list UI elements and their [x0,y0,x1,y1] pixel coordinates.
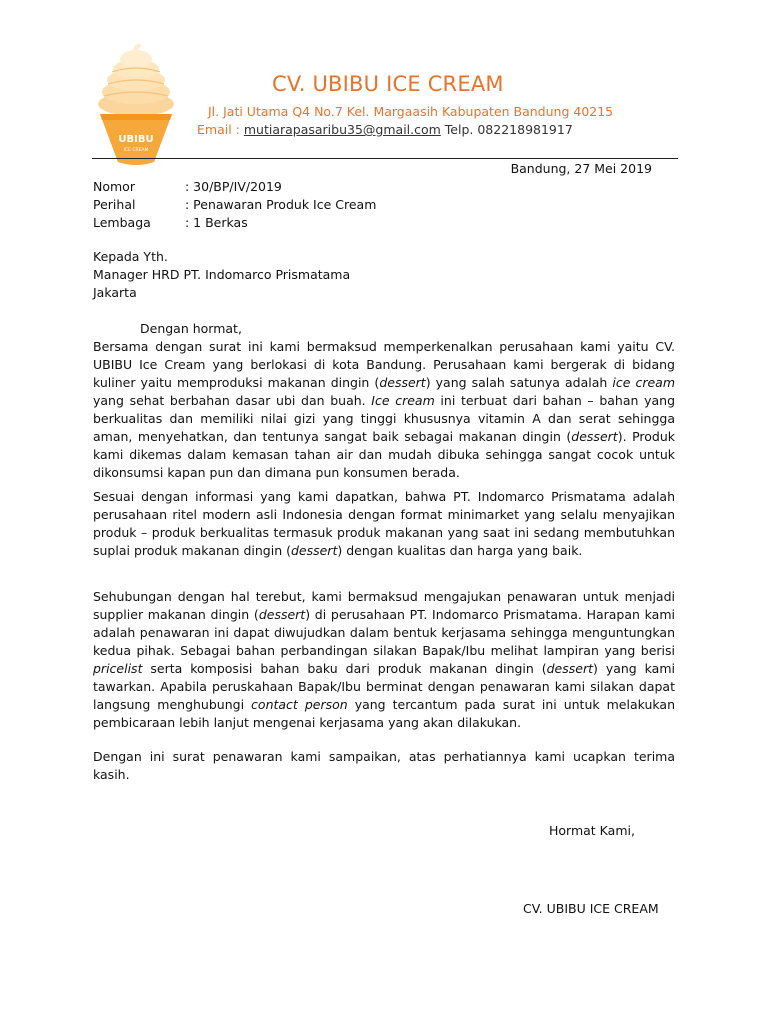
logo-subtext: ICE CREAM [123,148,149,153]
recipient-line: Manager HRD PT. Indomarco Prismatama [93,267,351,282]
italic-term: dessert [571,429,618,444]
meta-value: : 30/BP/IV/2019 [185,179,282,194]
italic-term: pricelist [93,661,143,676]
header-divider [92,158,678,159]
recipient-line: Jakarta [93,285,137,300]
text-run: ) yang kami tawarkan. Apabila peruskahaan Bapak/Ibu berminat dengan penawaran kami silakan dapat langsung menghubungi [93,661,675,712]
italic-term: Ice cream [371,393,435,408]
text-run: ) yang salah satunya adalah [425,375,613,390]
recipient-line: Kepada Yth. [93,249,168,264]
letter-date: Bandung, 27 Mei 2019 [510,161,652,176]
logo-text: UBIBU [118,134,154,145]
italic-term: contact person [251,697,348,712]
italic-term: dessert [546,661,594,676]
text-run: Sehubungan dengan hal terebut, kami bermaksud mengajukan penawaran untuk menjadi supplier makanan dingin ( [93,589,675,622]
italic-term: dessert [290,543,338,558]
text-run: Sesuai dengan informasi yang kami dapatkan, bahwa PT. Indomarco Prismatama adalah perusahaan ritel modern asli Indonesia dengan format minimarket yang selalu menyajikan produk – produk berkualitas termasuk produk makanan yang saat ini sedang membutuhkan suplai produk makanan dingin ( [93,489,675,558]
text-run: serta komposisi bahan baku dari produk makanan dingin ( [142,661,547,676]
text-run: ini terbuat dari bahan – bahan yang berkualitas dan memiliki nilai gizi yang tinggi khususnya vitamin A dan serat sehingga aman, menyehatkan, dan tentunya sangat baik sebagai makanan dingin ( [93,393,676,444]
paragraph-introduction [93,338,675,482]
paragraph-offer [93,588,675,732]
phone-number: Telp. 082218981917 [444,122,573,137]
signer-name: CV. UBIBU ICE CREAM [523,901,659,916]
meta-label: Lembaga [93,215,151,230]
recipient-block [93,248,350,302]
letter-meta [93,178,376,232]
closing-greeting: Hormat Kami, [549,823,635,838]
meta-label: Perihal [93,197,136,212]
meta-value: : 1 Berkas [185,215,248,230]
company-name: CV. UBIBU ICE CREAM [272,72,504,96]
email-link[interactable]: mutiarapasaribu35@gmail.com [243,122,441,137]
paragraph-closing: Dengan ini surat penawaran kami sampaikan, atas perhatiannya kami ucapkan terima kasih. [93,749,675,782]
text-run: ). Produk kami dikemas dalam kemasan tahan air dan mudah dibuka sehingga sangat cocok untuk dikonsumsi kapan pun dan dimana pun konsumen berada. [93,429,675,480]
company-contact [197,122,573,137]
salutation: Dengan hormat, [140,321,242,336]
text-run: yang tercantum pada surat ini untuk melakukan pembicaraan lebih lanjut mengenai kerjasama yang akan dilakukan. [93,697,676,730]
paragraph-context [93,488,675,560]
text-run: yang sehat berbahan dasar ubi dan buah. [93,393,372,408]
italic-term: ice cream [612,375,676,390]
meta-row-lembaga [93,214,376,232]
meta-row-nomor [93,178,376,196]
text-run: ) di perusahaan PT. Indomarco Prismatama. Harapan kami adalah penawaran ini dapat diwujudkan dalam bentuk kerjasama sehingga menguntungkan kedua pihak. Sebagai bahan perbandingan silakan Bapak/Ibu melihat lampiran yang berisi [93,607,675,658]
meta-value: : Penawaran Produk Ice Cream [185,197,377,212]
meta-row-perihal [93,196,376,214]
company-address: Jl. Jati Utama Q4 No.7 Kel. Margaasih Kabupaten Bandung 40215 [208,104,614,119]
text-run: ) dengan kualitas dan harga yang baik. [337,543,583,558]
ice-cream-logo [92,26,180,166]
email-label: Email : [197,122,244,137]
italic-term: dessert [258,607,306,622]
text-run: Bersama dengan surat ini kami bermaksud memperkenalkan perusahaan kami yaitu CV. UBIBU Ice Cream yang berlokasi di kota Bandung. Perusahaan kami bergerak di bidang kuliner yaitu memproduksi makanan dingin ( [93,339,675,390]
italic-term: dessert [379,375,426,390]
meta-label: Nomor [93,179,135,194]
